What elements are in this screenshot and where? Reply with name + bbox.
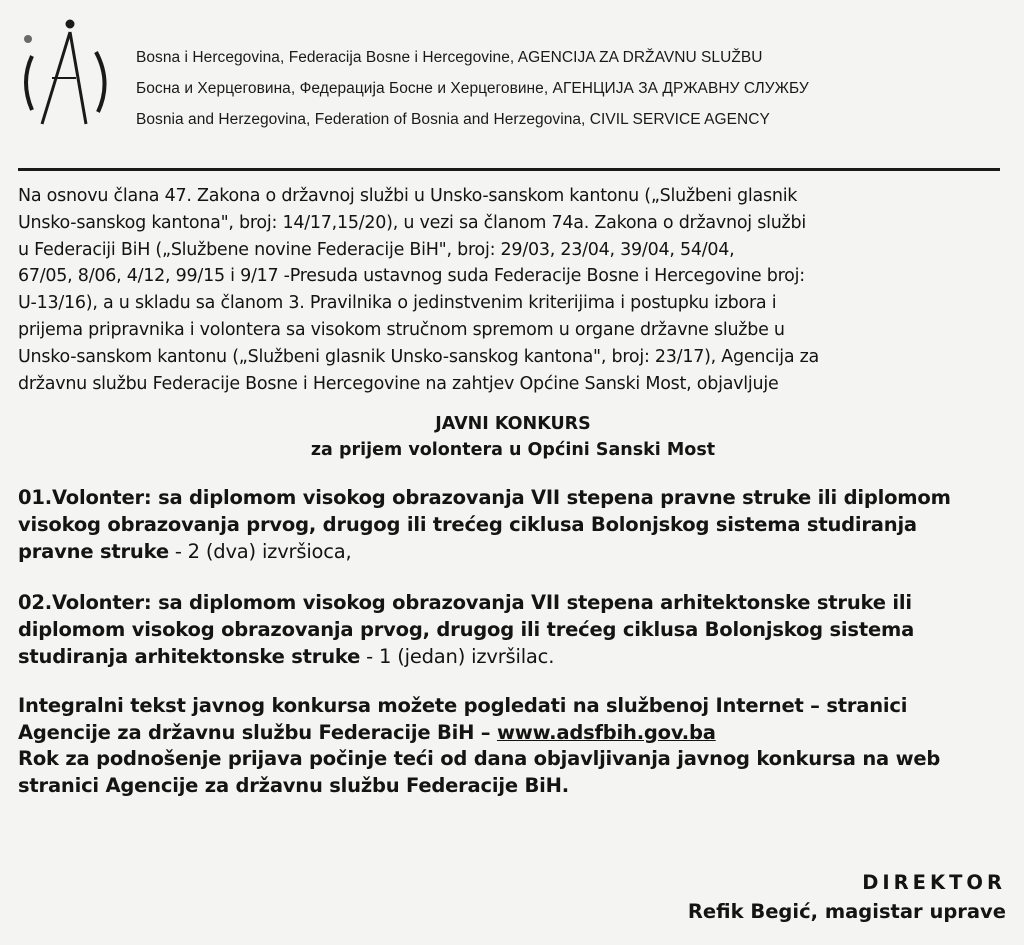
position-line: 01.Volonter: sa diplomom visokog obrazovanja VII stepena pravne struke ili diplomom [18, 486, 951, 510]
intro-line: u Federaciji BiH („Službene novine Federacije BiH", broj: 29/03, 23/04, 39/04, 54/04, [18, 239, 735, 260]
info-line: Rok za podnošenje prijava počinje teći od dana objavljivanja javnog konkursa na web [18, 747, 941, 771]
info-line: Agencije za državnu službu Federacije BiH – [18, 720, 497, 744]
position-line: diplomom visokog obrazovanja prvog, drugog ili trećeg ciklusa Bolonjskog sistema [18, 618, 915, 642]
header-divider [18, 168, 1000, 171]
agency-website-link[interactable]: www.adsfbih.gov.ba [496, 720, 716, 744]
agency-name-english: Bosnia and Herzegovina, Federation of Bosnia and Herzegovina, CIVIL SERVICE AGENCY [136, 111, 770, 128]
info-line: Integralni tekst javnog konkursa možete pogledati na službenoj Internet – stranici [18, 694, 908, 718]
position-01 [18, 484, 1008, 565]
position-line: visokog obrazovanja prvog, drugog ili trećeg ciklusa Bolonjskog sistema studiranja [18, 513, 917, 537]
signatory-name: Refik Begić, magistar uprave [687, 900, 1006, 923]
agency-name-latin: Bosna i Hercegovina, Federacija Bosne i Hercegovine, AGENCIJA ZA DRŽAVNU SLUŽBU [136, 49, 763, 66]
notice-body [18, 183, 1008, 799]
notice-heading: JAVNI KONKURS [435, 414, 591, 435]
legal-basis-paragraph [18, 183, 1008, 397]
intro-line: Na osnovu člana 47. Zakona o državnoj službi u Unsko-sanskom kantonu („Službeni glasnik [18, 186, 798, 206]
signatory-title: DIREKTOR [862, 871, 1006, 894]
position-line: pravne struke [18, 540, 169, 564]
position-line: 02.Volonter: sa diplomom visokog obrazovanja VII stepena arhitektonske struke ili [18, 591, 912, 615]
intro-line: Unsko-sanskom kantonu („Službeni glasnik Unsko-sanskog kantona", broj: 23/17), Agencija za [18, 346, 820, 367]
intro-line: Unsko-sanskog kantona", broj: 14/17,15/20), u vezi sa članom 74a. Zakona o državnoj službi [18, 212, 806, 233]
intro-line: prijema pripravnika i volontera sa visokom stručnom spremom u organe državne službe u [18, 319, 785, 340]
info-paragraph [18, 693, 1008, 799]
signature-block [688, 868, 1006, 926]
position-02 [18, 589, 1008, 670]
agency-name-block [136, 42, 809, 135]
agency-logo-icon [18, 18, 114, 136]
position-count: - 1 (jedan) izvršilac. [360, 645, 555, 669]
agency-name-cyrillic: Босна и Херцеговина, Федерација Босне и Херцеговине, АГЕНЦИЈА ЗА ДРЖАВНУ СЛУЖБУ [136, 80, 809, 97]
position-count: - 2 (dva) izvršioca, [168, 540, 352, 564]
agency-header [18, 18, 1008, 138]
intro-line: U-13/16), a u skladu sa članom 3. Pravilnika o jedinstvenim kriterijima i postupku izbora i [18, 293, 777, 314]
notice-subheading: za prijem volontera u Općini Sanski Most [310, 440, 716, 461]
intro-line: 67/05, 8/06, 4/12, 99/15 i 9/17 -Presuda ustavnog suda Federacije Bosne i Hercegovine broj: [18, 266, 805, 287]
info-line: stranici Agencije za državnu službu Federacije BiH. [18, 773, 569, 797]
intro-line: državnu službu Federacije Bosne i Hercegovine na zahtjev Općine Sanski Most, objavljuje [18, 373, 779, 394]
notice-title [18, 411, 1008, 463]
position-line: studiranja arhitektonske struke [18, 645, 361, 669]
